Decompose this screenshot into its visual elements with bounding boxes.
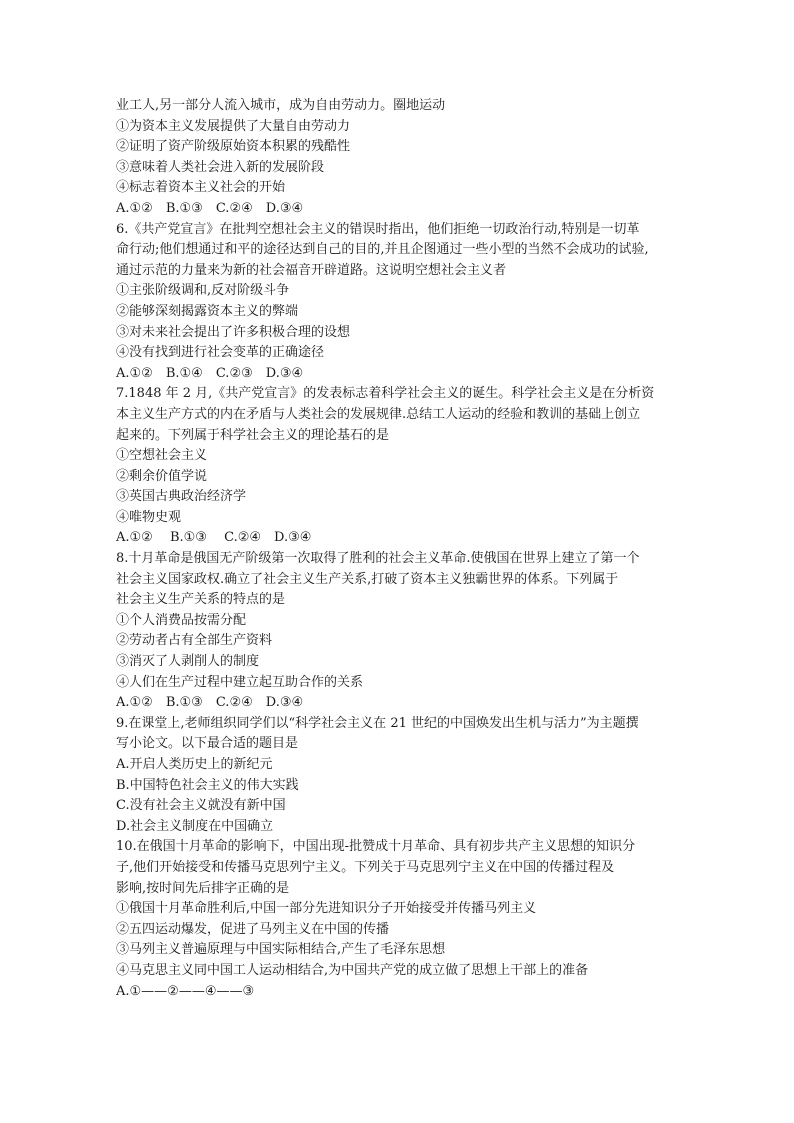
option-line: ③马列主义普遍原理与中国实际相结合,产生了毛泽东思想	[116, 942, 446, 958]
answer-choice-c: C.没有社会主义就没有新中国	[116, 798, 286, 814]
option-line: ④没有找到进行社会变革的正确途径	[116, 345, 325, 361]
answer-choices: A.①② B.①③ C.②④ D.③④	[116, 200, 304, 216]
question-10-text: 子,他们开始接受和传播马克思列宁主义。下列关于马克思列宁主义在中国的传播过程及	[116, 859, 615, 875]
answer-choice-a: A.①——②——④——③	[116, 983, 255, 999]
option-line: ①空想社会主义	[116, 448, 208, 464]
option-line: ③英国古典政治经济学	[116, 489, 247, 505]
answer-choice-b: B.中国特色社会主义的伟大实践	[116, 777, 299, 793]
question-10-text: 10.在俄国十月革命的影响下，中国出现-批赞成十月革命、具有初步共产主义思想的知识分	[116, 839, 636, 855]
question-9-text: 写小论文。以下最合适的题目是	[116, 736, 299, 752]
answer-choices: A.①② B.①③ C.②④ D.③④	[116, 695, 304, 711]
text-line: 业工人,另一部分人流入城市，成为自由劳动力。圈地运动	[116, 98, 446, 113]
option-line: ③对未来社会提出了许多积极合理的设想	[116, 324, 351, 340]
question-6-text: 命行动;他们想通过和平的途径达到自己的目的,并且企图通过一些小型的当然不会成功的试验,	[116, 242, 649, 258]
answer-choice-d: D.社会主义制度在中国确立	[116, 818, 274, 834]
option-line: ③消灭了人剥削人的制度	[116, 654, 260, 670]
question-6-text: 通过示范的力量来为新的社会福音开辟道路。这说明空想社会主义者	[116, 262, 507, 278]
question-10-text: 影响,按时间先后排字正确的是	[116, 880, 290, 896]
option-line: ④马克思主义同中国工人运动相结合,为中国共产党的成立做了思想上干部上的准备	[116, 962, 589, 978]
option-line: ①个人消费品按需分配	[116, 612, 247, 628]
option-line: ②剩余价值学说	[116, 468, 208, 484]
question-text-block	[116, 96, 684, 1002]
option-line: ②劳动者占有全部生产资料	[116, 633, 273, 649]
question-7-text: 起来的。下列属于科学社会主义的理论基石的是	[116, 427, 390, 443]
option-line: ②证明了资产阶级原始资本积累的残酷性	[116, 139, 351, 155]
option-line: ④人们在生产过程中建立起互助合作的关系	[116, 674, 364, 690]
option-line: ④唯物史观	[116, 509, 182, 525]
answer-choice-a: A.开启人类历史上的新纪元	[116, 757, 273, 772]
option-line: ①主张阶级调和,反对阶级斗争	[116, 283, 290, 299]
question-6-text: 6.《共产党宣言》在批判空想社会主义的错误时指出，他们拒绝一切政治行动,特别是一切革	[116, 221, 640, 237]
option-line: ④标志着资本主义社会的开始	[116, 180, 286, 196]
question-7-text: 本主义生产方式的内在矛盾与人类社会的发展规律.总结工人运动的经验和教训的基础上创立	[116, 406, 641, 422]
option-line: ①为资本主义发展提供了大量自由劳动力	[116, 118, 351, 134]
option-line: ②能够深刻揭露资本主义的弊端	[116, 303, 299, 319]
answer-choices: A.①② B.①③ C.②④ D.③④	[116, 530, 312, 546]
question-8-text: 8.十月革命是俄国无产阶级第一次取得了胜利的社会主义革命.使俄国在世界上建立了第一个	[116, 551, 640, 567]
question-8-text: 社会主义生产关系的特点的是	[116, 592, 286, 608]
question-7-text: 7.1848 年 2 月,《共产党宣言》的发表标志着科学社会主义的诞生。科学社会主义是在分析资	[116, 386, 655, 402]
option-line: ②五四运动爆发，促进了马列主义在中国的传播	[116, 921, 390, 937]
option-line: ③意味着人类社会进入新的发展阶段	[116, 159, 325, 175]
answer-choices: A.①② B.①④ C.②③ D.③④	[116, 365, 304, 381]
question-9-text: 9.在课堂上,老师组织同学们以“科学社会主义在 21 世纪的中国焕发出生机与活力”为主题撰	[116, 715, 639, 731]
option-line: ①俄国十月革命胜利后,中国一部分先进知识分子开始接受并传播马列主义	[116, 901, 537, 917]
question-8-text: 社会主义国家政权.确立了社会主义生产关系,打破了资本主义独霸世界的体系。下列属于	[116, 571, 619, 587]
